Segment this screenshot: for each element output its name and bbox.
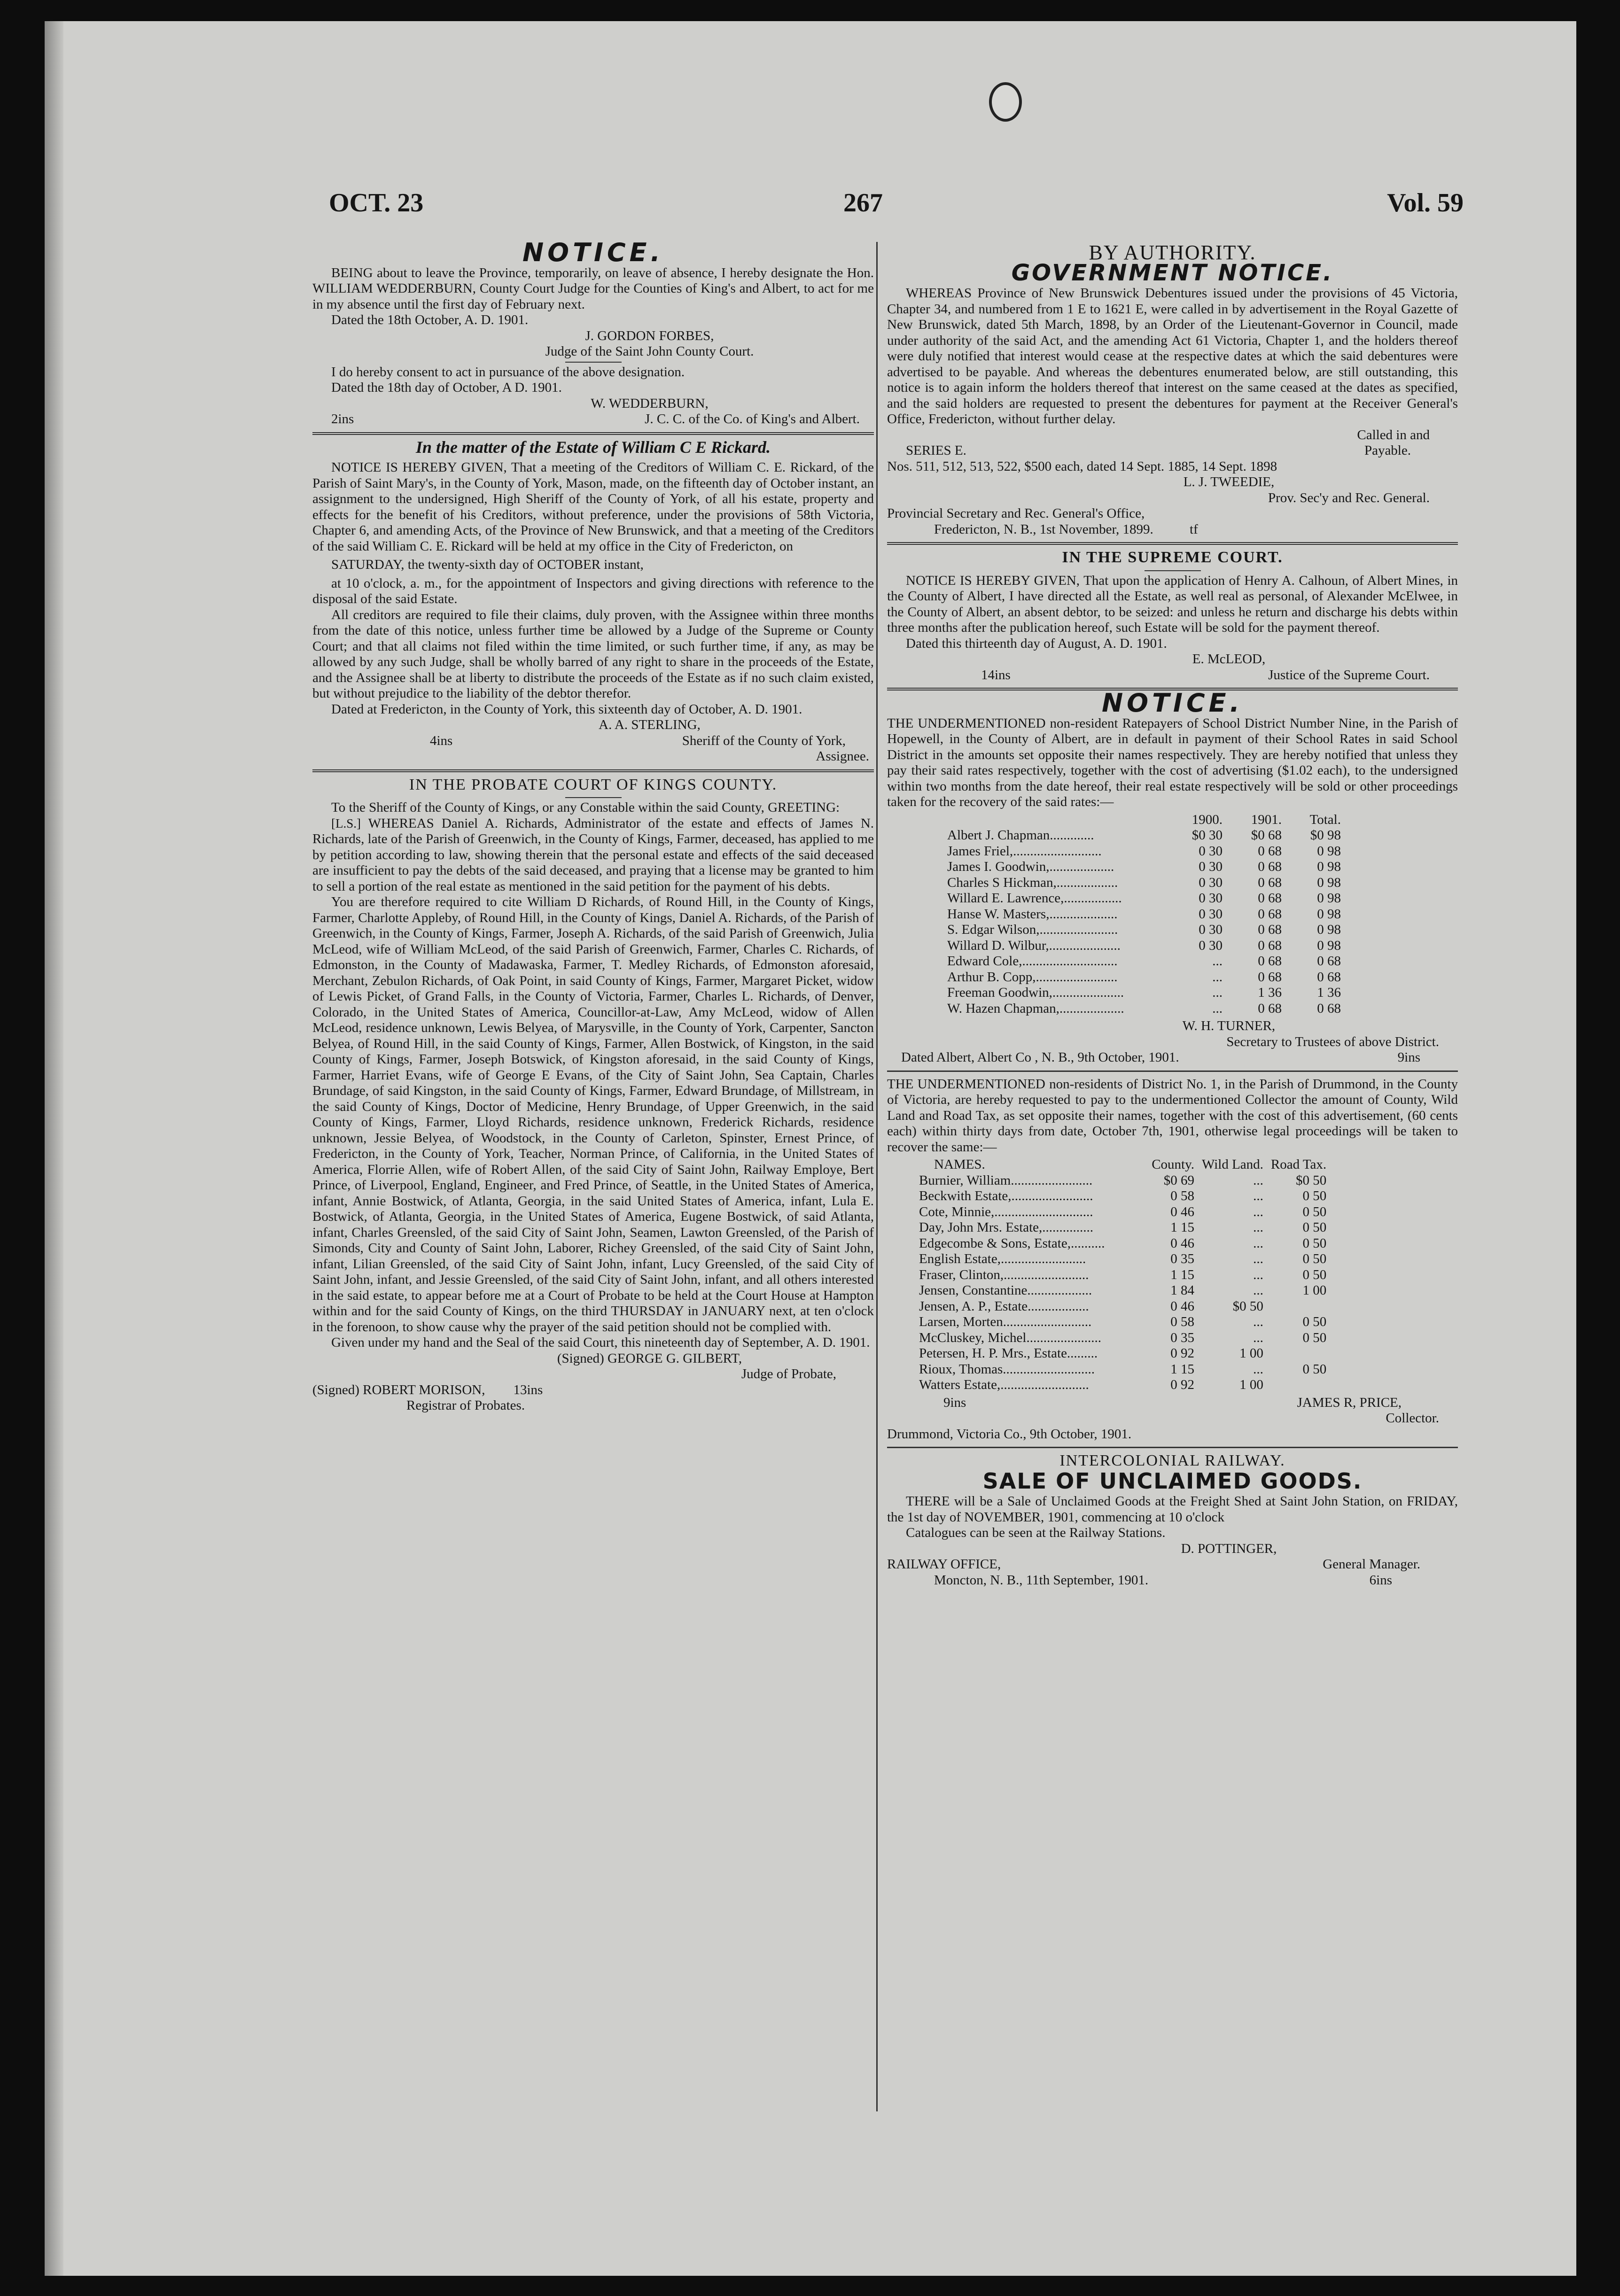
- rate-1900: ...: [1212, 954, 1223, 969]
- table-row: [915, 1204, 1330, 1220]
- supreme-court-notice: [887, 550, 1458, 683]
- rate-total: 0 68: [1317, 969, 1341, 985]
- ratepayer-name: Edward Cole,............................: [947, 954, 1118, 969]
- section-title: In the matter of the Estate of William C E Rickard.: [415, 437, 771, 457]
- table-row: [915, 1267, 1330, 1283]
- section-title: SALE OF UNCLAIMED GOODS.: [982, 1468, 1363, 1494]
- table-row: [915, 1362, 1330, 1378]
- consent-dated: Dated the 18th day of October, A D. 1901.: [331, 380, 562, 395]
- table-row: [943, 875, 1345, 891]
- header-volume: Vol. 59: [1387, 188, 1464, 217]
- signature-title: Secretary to Trustees of above District.: [1226, 1034, 1439, 1049]
- wild-land-tax: ...: [1253, 1314, 1263, 1329]
- rate-1900: 0 30: [1199, 859, 1223, 874]
- rate-1901: 1 36: [1258, 985, 1282, 1000]
- ratepayer-name: Arthur B. Copp,........................: [947, 969, 1118, 985]
- table-row: [915, 1283, 1330, 1299]
- ratepayer-name: Albert J. Chapman.............: [947, 828, 1094, 843]
- rate-total: 0 98: [1317, 906, 1341, 922]
- header-page-number: 267: [843, 188, 883, 217]
- road-tax: 0 50: [1302, 1188, 1327, 1203]
- short-rule: [1145, 570, 1201, 571]
- rate-total: 0 98: [1317, 922, 1341, 937]
- short-rule: [565, 362, 622, 363]
- road-tax: 0 50: [1302, 1314, 1327, 1329]
- column-head: 1901.: [1251, 812, 1282, 827]
- office-place: Moncton, N. B., 11th September, 1901.: [934, 1572, 1149, 1588]
- rate-total: 0 98: [1317, 891, 1341, 906]
- insertion-count: 9ins: [943, 1395, 966, 1410]
- paragraph: [312, 816, 874, 895]
- rate-1901: 0 68: [1258, 859, 1282, 874]
- wild-land-tax: 1 00: [1239, 1377, 1263, 1392]
- section-divider: [312, 432, 874, 435]
- rate-1901: 0 68: [1258, 906, 1282, 922]
- insertion-count: 6ins: [1369, 1572, 1392, 1588]
- signature-title: Prov. Sec'y and Rec. General.: [1268, 490, 1430, 505]
- rate-1900: 0 30: [1199, 891, 1223, 906]
- county-tax: 0 46: [1170, 1204, 1194, 1219]
- rate-1901: 0 68: [1258, 843, 1282, 859]
- table-row: [915, 1377, 1330, 1393]
- rate-1900: ...: [1212, 1001, 1223, 1016]
- taxpayer-name: Rioux, Thomas...........................: [919, 1361, 1095, 1377]
- right-column: [876, 242, 1458, 2111]
- probate-court-notice: [312, 777, 874, 1414]
- wild-land-tax: ...: [1253, 1251, 1263, 1266]
- table-row: [915, 1173, 1330, 1189]
- road-tax: [1267, 1377, 1330, 1393]
- rate-1900: ...: [1212, 969, 1223, 985]
- signature-row: [887, 1395, 1458, 1411]
- table-row: [943, 828, 1345, 844]
- road-tax: 0 50: [1302, 1330, 1327, 1345]
- ratepayer-name: James Friel,..........................: [947, 843, 1102, 859]
- rate-1901: 0 68: [1258, 954, 1282, 969]
- addressee: To the Sheriff of the County of Kings, or any Constable within the said County, GREETING:: [331, 800, 840, 815]
- paragraph: at 10 o'clock, a. m., for the appointment of Inspectors and giving directions with reference to the disposal of the said Estate.: [312, 575, 874, 606]
- ratepayer-name: Willard D. Wilbur,.....................: [947, 938, 1121, 953]
- rate-1901: 0 68: [1258, 922, 1282, 937]
- debenture-head-row: [887, 443, 1458, 459]
- county-tax: 1 15: [1170, 1267, 1194, 1282]
- registrar-title: Registrar of Probates.: [406, 1398, 525, 1413]
- table-row: [943, 1001, 1345, 1017]
- short-rule: [565, 797, 622, 798]
- school-rates-table: [943, 812, 1345, 1017]
- rate-1900: 0 30: [1199, 938, 1223, 953]
- punch-hole: [989, 82, 1022, 122]
- table-row: [915, 1236, 1330, 1252]
- office-place-text: Fredericton, N. B., 1st November, 1899.: [934, 521, 1153, 537]
- taxpayer-name: Edgecombe & Sons, Estate,..........: [919, 1235, 1105, 1251]
- rate-1901: 0 68: [1258, 1001, 1282, 1016]
- government-notice: [887, 241, 1458, 537]
- section-title: IN THE SUPREME COURT.: [1062, 549, 1283, 566]
- section-title: GOVERNMENT NOTICE.: [1011, 259, 1334, 286]
- signature-name: A. A. STERLING,: [599, 717, 701, 732]
- wild-land-tax: ...: [1253, 1220, 1263, 1235]
- rate-total: 0 98: [1317, 859, 1341, 874]
- column-head: Road Tax.: [1270, 1157, 1327, 1172]
- signature-title: Sheriff of the County of York,: [682, 733, 846, 748]
- signature-title: Judge of the Saint John County Court.: [545, 344, 754, 359]
- taxpayer-name: Burnier, William........................: [919, 1172, 1093, 1188]
- signature-name: D. POTTINGER,: [1181, 1541, 1277, 1556]
- rate-1901: 0 68: [1258, 891, 1282, 906]
- road-tax: 0 50: [1302, 1267, 1327, 1282]
- rate-total: 0 68: [1317, 954, 1341, 969]
- table-row: [943, 985, 1345, 1001]
- taxpayer-name: Fraser, Clinton,.........................: [919, 1267, 1089, 1282]
- wild-land-tax: ...: [1253, 1204, 1263, 1219]
- county-tax: 1 15: [1170, 1361, 1194, 1377]
- signature-name: W. WEDDERBURN,: [591, 396, 709, 411]
- wild-land-tax: ...: [1253, 1361, 1263, 1377]
- road-tax-table: [915, 1157, 1330, 1393]
- railway-sale-notice: [887, 1453, 1458, 1588]
- rate-1900: ...: [1212, 985, 1223, 1000]
- rate-total: 0 98: [1317, 843, 1341, 859]
- notice-leave-of-absence: [312, 238, 874, 427]
- rate-1900: 0 30: [1199, 906, 1223, 922]
- road-tax-notice: [887, 1077, 1458, 1443]
- paragraph: THE UNDERMENTIONED non-residents of District No. 1, in the Parish of Drummond, in the County of Victoria, are hereby requested to pay to the undermentioned Collector the amount of County, Wild Land and Road Tax, as set opposite their names, together with the cost of this advertisement, (60 cents each) within thirty days from date, October 7th, 1901, otherwise legal proceedings will be taken to recover the same:—: [887, 1076, 1458, 1155]
- wild-land-tax: ...: [1253, 1330, 1263, 1345]
- paragraph: THE UNDERMENTIONED non-resident Ratepayers of School District Number Nine, in the Parish of Hopewell, in the County of Albert, are in default in payment of their School Rates in said School District in the amounts set opposite their names respectively. They are hereby notified that unless they pay their said rates respectively, together with the cost of advertising ($1.02 each), to the undersigned within two months from the date hereof, their real estate respectively will be sold or other proceedings taken for the recovery of the said rates:—: [887, 715, 1458, 809]
- signature-title: Justice of the Supreme Court.: [1268, 667, 1430, 683]
- rate-1900: 0 30: [1199, 843, 1223, 859]
- left-column: [312, 238, 874, 1414]
- county-tax: 0 35: [1170, 1330, 1194, 1345]
- by-authority-heading: BY AUTHORITY.: [1089, 241, 1256, 264]
- road-tax: $0 50: [1295, 1172, 1327, 1188]
- rate-total: $0 98: [1310, 828, 1341, 843]
- column-head: County.: [1152, 1157, 1194, 1172]
- notice-dated: Dated the 18th October, A. D. 1901.: [331, 312, 529, 327]
- section-title: IN THE PROBATE COURT OF KINGS COUNTY.: [409, 776, 778, 793]
- table-row: [943, 891, 1345, 907]
- insertion-count: tf: [1190, 521, 1198, 537]
- table-row: [915, 1299, 1330, 1315]
- paragraph: All creditors are required to file their claims, duly proven, with the Assignee within three months from the date of this notice, unless further time be allowed by a Judge of the Supreme or County Court; and that all claims not filed within the time limited, or such further time, if any, as may be allowed by any such Judge, shall be wholly barred of any right to share in the proceeds of the Estate, and the Assignee shall be at liberty to distribute the proceeds of the Estate as if no such claim existed, but without prejudice to the liability of the debtor therefor.: [312, 607, 874, 701]
- taxpayer-name: English Estate,.........................: [919, 1251, 1086, 1266]
- office-place: [887, 522, 1458, 538]
- school-rates-notice: [887, 688, 1458, 1066]
- rate-1900: $0 30: [1192, 828, 1223, 843]
- taxpayer-name: Day, John Mrs. Estate,...............: [919, 1220, 1094, 1235]
- paragraph: NOTICE IS HEREBY GIVEN, That upon the application of Henry A. Calhoun, of Albert Mines, in the County of Albert, I have directed all the Estate, as well real as personal, of Alexander McElwee, in the County of Albert, an absent debtor, to be seized: and unless he return and discharge his debts within three months after the publication hereof, such Estate will be sold for the payment thereof.: [887, 573, 1458, 635]
- table-row: [943, 859, 1345, 875]
- ratepayer-name: Hanse W. Masters,....................: [947, 906, 1118, 922]
- section-divider: [887, 542, 1458, 545]
- signature-name: JAMES R, PRICE,: [1297, 1395, 1402, 1410]
- ratepayer-name: Freeman Goodwin,.....................: [947, 985, 1124, 1000]
- signature-row: [312, 411, 874, 427]
- taxpayer-name: Larsen, Morten..........................: [919, 1314, 1092, 1329]
- rate-1901: $0 68: [1251, 828, 1282, 843]
- table-row: [943, 938, 1345, 954]
- paragraph: WHEREAS Province of New Brunswick Debentures issued under the provisions of 45 Victoria, Chapter 34, and numbered from 1 E to 1621 E, were called in by advertisement in the Royal Gazette of New Brunswick, dated 5th March, 1898, by an Order of the Lieutenant-Governor in Council, made under authority of the said Act, and the amending Act 61 Victoria, Chapter 1, and the holders thereof were duly notified that interest would cease at the respective dates at which the said debentures were advertised to be payable. And whereas the debentures enumerated below, are still outstanding, this notice is to again inform the holders thereof that interest on the same ceased at the dates as specified, and the said holders are requested to present the debentures for payment at the Receiver General's Office, Fredericton, without further delay.: [887, 286, 1458, 427]
- table-row: [943, 844, 1345, 860]
- signature-row: [312, 733, 874, 749]
- road-tax: 1 00: [1302, 1283, 1327, 1298]
- wild-land-tax: $0 50: [1232, 1298, 1263, 1314]
- wild-land-tax: 1 00: [1239, 1346, 1263, 1361]
- paragraph-text: WHEREAS Daniel A. Richards, Administrator of the estate and effects of James N. Richards, late of the Parish of Greenwich, in the County of Kings, Farmer, deceased, has applied to me by petition according to law, showing therein that the personal estate and effects of the said deceased are insufficient to pay the debts of the said deceased, and praying that a license may be granted to him to sell a portion of the real estate as mentioned in the said petition for the payment of his debts.: [312, 815, 874, 894]
- insertion-count: 2ins: [331, 411, 354, 427]
- table-row: [943, 922, 1345, 938]
- wild-land-tax: ...: [1253, 1172, 1263, 1188]
- county-tax: 0 58: [1170, 1314, 1194, 1329]
- paragraph: SATURDAY, the twenty-sixth day of OCTOBER instant,: [331, 557, 644, 572]
- ratepayer-name: W. Hazen Chapman,...................: [947, 1001, 1124, 1016]
- insertion-count: 13ins: [513, 1382, 543, 1397]
- seal-mark: [L.S.]: [331, 816, 361, 830]
- paragraph: NOTICE IS HEREBY GIVEN, That a meeting of the Creditors of William C. E. Rickard, of the Parish of Saint Mary's, in the County of York, Mason, made, on the fifteenth day of October instant, an assignment to the undersigned, High Sheriff of the County of York, of all his estate, property and effects for the benefit of his Creditors, without preference, under the provisions of 58th Victoria, Chapter 6, and amending Acts, of the Province of New Brunswick, and that a meeting of the Creditors of the said William C. E. Rickard will be held at my office in the City of Fredericton, on: [312, 460, 874, 554]
- insertion-count: 14ins: [981, 667, 1011, 683]
- column-head: NAMES.: [934, 1157, 985, 1172]
- table-row: [943, 907, 1345, 923]
- taxpayer-name: Jensen, Constantine...................: [919, 1283, 1092, 1298]
- signature-title: Collector.: [1386, 1411, 1439, 1426]
- table-row: [943, 970, 1345, 985]
- road-tax: [1267, 1346, 1330, 1362]
- table-header-row: [943, 812, 1345, 828]
- rate-total: 0 68: [1317, 1001, 1341, 1016]
- table-row: [915, 1330, 1330, 1346]
- road-tax: 0 50: [1302, 1235, 1327, 1251]
- county-tax: 0 46: [1170, 1298, 1194, 1314]
- table-header-row: [915, 1157, 1330, 1173]
- signature-name: (Signed) GEORGE G. GILBERT,: [557, 1350, 742, 1366]
- office-name: RAILWAY OFFICE,: [887, 1557, 1001, 1572]
- column-head: Wild Land.: [1202, 1157, 1263, 1172]
- table-row: [915, 1346, 1330, 1362]
- wild-land-tax: ...: [1253, 1283, 1263, 1298]
- county-tax: 0 46: [1170, 1235, 1194, 1251]
- page-edge: [45, 21, 63, 2276]
- table-row: [915, 1314, 1330, 1330]
- county-tax: 0 58: [1170, 1188, 1194, 1203]
- column-head: 1900.: [1192, 812, 1223, 827]
- rate-1900: 0 30: [1199, 922, 1223, 937]
- consent-text: I do hereby consent to act in pursuance of the above designation.: [331, 364, 685, 380]
- notice-dated: Dated Albert, Albert Co , N. B., 9th October, 1901.: [901, 1050, 1179, 1065]
- signature-title: J. C. C. of the Co. of King's and Albert.: [645, 411, 860, 427]
- signature-row: [887, 1050, 1458, 1066]
- signature-name: J. GORDON FORBES,: [585, 328, 714, 343]
- taxpayer-name: Cote, Minnie,.............................: [919, 1204, 1093, 1219]
- rate-1901: 0 68: [1258, 938, 1282, 953]
- county-tax: 1 84: [1170, 1283, 1194, 1298]
- section-divider: [312, 769, 874, 772]
- table-row: [915, 1251, 1330, 1267]
- paragraph: Dated at Fredericton, in the County of York, this sixteenth day of October, A. D. 1901.: [331, 701, 802, 717]
- insertion-count: 4ins: [430, 733, 453, 748]
- paragraph: Dated this thirteenth day of August, A. D. 1901.: [906, 636, 1167, 651]
- road-tax: [1267, 1299, 1330, 1315]
- signature-row: [312, 1382, 874, 1398]
- rate-total: 0 98: [1317, 875, 1341, 890]
- county-tax: 1 15: [1170, 1220, 1194, 1235]
- road-tax: 0 50: [1302, 1361, 1327, 1377]
- signature-title: General Manager.: [1323, 1557, 1420, 1572]
- ratepayer-name: S. Edgar Wilson,.......................: [947, 922, 1118, 937]
- county-tax: 0 92: [1170, 1346, 1194, 1361]
- table-row: [943, 954, 1345, 970]
- ratepayer-name: James I. Goodwin,...................: [947, 859, 1114, 874]
- document-page: [45, 21, 1576, 2276]
- signature-title: Judge of Probate,: [741, 1366, 836, 1381]
- county-tax: $0 69: [1163, 1172, 1194, 1188]
- debenture-numbers: Nos. 511, 512, 513, 522, $500 each, dated 14 Sept. 1885, 14 Sept. 1898: [887, 458, 1277, 474]
- signature-row: [887, 667, 1458, 683]
- table-row: [915, 1220, 1330, 1236]
- section-title: NOTICE.: [1101, 688, 1244, 718]
- signature-role: Assignee.: [816, 749, 869, 764]
- rate-1901: 0 68: [1258, 875, 1282, 890]
- notice-dated: Drummond, Victoria Co., 9th October, 1901.: [887, 1426, 1132, 1442]
- notice-body: BEING about to leave the Province, temporarily, on leave of absence, I hereby designate the Hon. WILLIAM WEDDERBURN, County Court Judge for the Counties of King's and Albert, to act for me in my absence until the first day of February next.: [312, 265, 874, 312]
- ratepayer-name: Willard E. Lawrence,.................: [947, 891, 1122, 906]
- rate-total: 0 98: [1317, 938, 1341, 953]
- taxpayer-name: Petersen, H. P. Mrs., Estate.........: [919, 1346, 1098, 1361]
- paragraph: Given under my hand and the Seal of the said Court, this nineteenth day of September, A. D. 1901.: [331, 1335, 870, 1350]
- signature-name: E. McLEOD,: [1192, 652, 1266, 667]
- signature-name: W. H. TURNER,: [1182, 1018, 1276, 1033]
- road-tax: 0 50: [1302, 1251, 1327, 1266]
- column-head: Payable.: [1364, 443, 1411, 458]
- notice-title: NOTICE.: [522, 238, 664, 267]
- column-head: Total.: [1309, 812, 1341, 827]
- road-tax: 0 50: [1302, 1204, 1327, 1219]
- ratepayer-name: Charles S Hickman,..................: [947, 875, 1118, 890]
- signature-row: [887, 1557, 1458, 1573]
- rate-1901: 0 68: [1258, 969, 1282, 985]
- wild-land-tax: ...: [1253, 1267, 1263, 1282]
- page-header: [45, 188, 1576, 230]
- taxpayer-name: Jensen, A. P., Estate..................: [919, 1298, 1089, 1314]
- county-tax: 0 92: [1170, 1377, 1194, 1392]
- paragraph: Catalogues can be seen at the Railway Stations.: [906, 1525, 1166, 1540]
- office-name: Provincial Secretary and Rec. General's Office,: [887, 506, 1145, 521]
- wild-land-tax: ...: [1253, 1188, 1263, 1203]
- paragraph: THERE will be a Sale of Unclaimed Goods at the Freight Shed at Saint John Station, on FRIDAY, the 1st day of NOVEMBER, 1901, commencing at 10 o'clock: [887, 1494, 1458, 1525]
- rate-1900: 0 30: [1199, 875, 1223, 890]
- county-tax: 0 35: [1170, 1251, 1194, 1266]
- railway-heading: INTERCOLONIAL RAILWAY.: [1059, 1452, 1285, 1469]
- paragraph: You are therefore required to cite William D Richards, of Round Hill, in the County of Kings, Farmer, Charlotte Appleby, of Round Hill, in the County of Kings, Daniel A. Richards, of the Parish of Greenwich, in the County of Kings, Farmer, Joseph A. Richards, of the said Parish of Greenwich, Julia McLeod, wife of William McLeod, of the said Parish of Greenwich, Farmer, Charles C. Richards, of Edmonston, in the County of Madawaska, Farmer, T. Medley Richards, of Edmonston aforesaid, Merchant, Zebulon Richards, of Oak Point, in said County of Kings, Farmer, Margaret Picket, widow of Lewis Picket, of Grand Falls, in the County of Victoria, Farmer, Charles L. Richards, of Denver, Colorado, in the United States of America, Councillor-at-Law, Amy McLeod, widow of Allen McLeod, residence unknown, Lewis Belyea, of Marysville, in the County of York, Carpenter, Sancton Belyea, of Round Hill, in the said County of Kings, Farmer, Allen Bostwick, of Kingston, in the said County of Kings, Farmer, Joseph Botswick, of Kingston aforesaid, in the said County of Kings, Farmer, Harriet Evans, wife of George E Evans, of the City of Saint John, Sea Captain, Charles Brundage, of said Kingston, in the said County of Kings, Farmer, Edward Brundage, of Millstream, in the said County of Kings, Doctor of Medicine, Henry Brundage, of Upper Greenwich, in the said County of Kings, Farmer, Lloyd Richards, residence unknown, Frederick Richards, residence unknown, Jessie Belyea, of Woodstock, in the County of Carleton, Spinster, Ernest Prince, of Fredericton, in the County of York, Teacher, Norman Prince, of California, in the United States of America, Florrie Allen, wife of Robert Allen, of the said City of Saint John, Railway Employe, Bert Prince, of Liverpool, England, Engineer, and Fred Prince, of Seattle, in the United States of America, infant, Annie Bostwick, of Atlanta, Georgia, in the said United States of America, infant, Lula E. Bostwick, of Atlanta, Georgia, in the United States of America, Eugene Bostwick, of said Atlanta, infant, Charles Greensled, of the said City of Saint John, Seamen, Lawton Greensled, of the Parish of Simonds, City and County of Saint John, Laborer, Richey Greensled, of the said City of Saint John, infant, Lilian Greensled, of the said City of Saint John, infant, Lucy Greensled, of the said City of Saint John, infant, and Jessie Greensled, of the said City of Saint John, infant, and all others interested in the said estate, to appear before me at a Court of Probate to be held at the Court House at Hampton within and for the said County of Kings, on the third THURSDAY in JANUARY next, at ten o'clock in the forenoon, to show cause why the prayer of the said petition should not be complied with.: [312, 894, 874, 1334]
- taxpayer-name: Watters Estate,..........................: [919, 1377, 1089, 1392]
- signature-row: [887, 1573, 1458, 1589]
- registrar-signature: (Signed) ROBERT MORISON,: [312, 1382, 485, 1397]
- table-row: [915, 1188, 1330, 1204]
- taxpayer-name: Beckwith Estate,........................: [919, 1188, 1093, 1203]
- taxpayer-name: McCluskey, Michel......................: [919, 1330, 1101, 1345]
- header-date: OCT. 23: [329, 188, 424, 217]
- rate-total: 1 36: [1317, 985, 1341, 1000]
- road-tax: 0 50: [1302, 1220, 1327, 1235]
- insertion-count: 9ins: [1397, 1050, 1420, 1065]
- series-label: SERIES E.: [906, 443, 966, 458]
- section-divider: [887, 1070, 1458, 1072]
- rickard-estate-notice: [312, 437, 874, 765]
- signature-name: L. J. TWEEDIE,: [1183, 474, 1275, 489]
- wild-land-tax: ...: [1253, 1235, 1263, 1251]
- section-divider: [887, 1447, 1458, 1448]
- column-head: Called in and: [1357, 427, 1430, 442]
